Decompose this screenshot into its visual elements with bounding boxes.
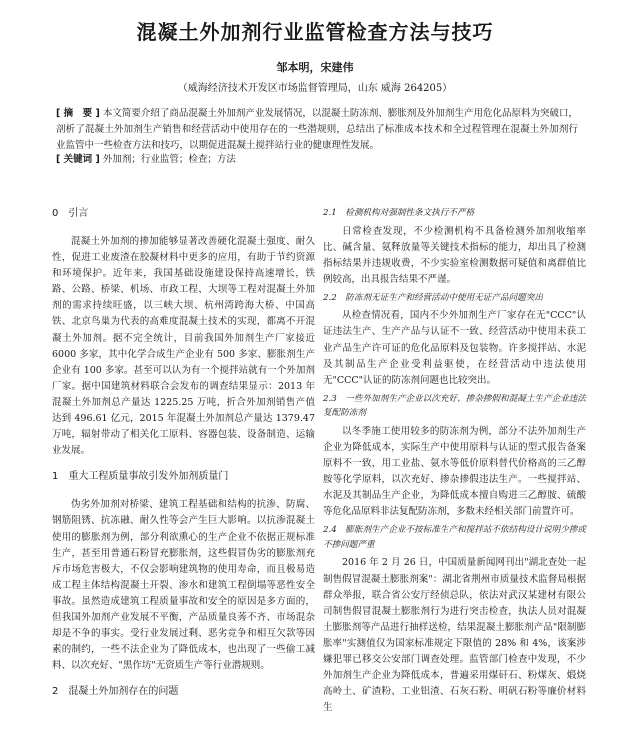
paper-affiliation: （威海经济技术开发区市场监督管理局，山东 威海 264205） (177, 83, 453, 94)
abstract-label: [ 摘 要 ] (56, 108, 100, 119)
abstract-text: 本文简要介绍了商品混凝土外加剂产业发展情况，以混凝土防冻剂、膨胀剂及外加剂生产用危化品原料为突破口，剖析了混凝土外加剂生产销售和经营活动中使用存在的一些潜规则，总结出了标准成本技术和全过程管理在混凝土外加剂行业监管中一些检查方法和技巧，以期促进混凝土搅拌站行业的健康理性发展。 (56, 108, 578, 151)
subsection-heading-2-3: 2.3 一些外加剂生产企业以次充好、掺杂掺假和混凝土生产企业违法复配防冻剂 (323, 393, 586, 419)
right-column (323, 206, 586, 719)
paragraph-2-4: 2016 年 2 月 26 日，中国质量新闻网刊出"湖北查处一起制售假冒混凝土膨胀剂案"：湖北省荆州市质量技术监督局根据群众举报，联合省公安厅经侦总队，依法对武汉某建材有限公司制售假冒混凝土膨胀剂行为进行突击检查，执法人员对混凝土膨胀剂等产品进行抽样送检，结果混凝土膨胀剂产品"限制膨胀率"实测值仅为国家标准规定下限值的 28% 和 4%，该案涉嫌犯罪已移交公安部门调查处理。监管部门检查中发现，不少外加剂生产企业为降低成本，普遍采用煤矸石、粉煤灰、煅烧高岭土、矿渣粉、工业铝渣、石灰石粉、明矾石粉等廉价材料生 (323, 557, 586, 714)
section-heading-1: 1 重大工程质量事故引发外加剂质量门 (52, 471, 229, 483)
left-column (52, 206, 315, 712)
paragraph-intro: 混凝土外加剂的掺加能够显著改善硬化混凝土强度、耐久性，促进工业废渣在胶凝材料中更多的应用，有助于节约资源和环境保护。近年来，我国基础设施建设保持高速增长，铁路、公路、桥梁、机场、市政工程、大坝等工程对混凝土外加剂的需求持续旺盛，以三峡大坝、杭州湾跨海大桥、中国高铁、北京鸟巢为代表的高难度混凝土技术的实现，都离不开混凝土外加剂。据不完全统计，目前我国外加剂生产厂家接近 6000 多家，其中化学合成生产企业有 500 多家、膨胀剂生产企业有 100 多家。甚至可以认为有一个搅拌站就有一个外加剂厂家。据中国建筑材料联合会发布的调查结果显示：2013 年混凝土外加剂总产量达 1225.25 万吨，折合外加剂销售产值达到 496.61 亿元，2015 年混凝土外加剂总产量达 1379.47 万吨，辐射带动了相关化工原料、容器包装、设备制造、运输业发展。 (52, 236, 315, 457)
paragraph-2-1: 日常检查发现，不少检测机构不具备检测外加剂收缩率比、碱含量、氨释放量等关键技术指标的能力，却出具了检测指标结果并违规收费，不少实验室检测数据可疑值和离群值比例较高，出具报告结果不严谨。 (323, 225, 586, 285)
paper-authors: 邹本明，宋建伟 (276, 61, 354, 74)
section-heading-2: 2 混凝土外加剂存在的问题 (52, 686, 179, 698)
keywords (56, 152, 578, 168)
abstract (56, 106, 578, 154)
paragraph-2-3: 以冬季施工使用较多的防冻剂为例，部分不法外加剂生产企业为降低成本，实际生产中使用原料与认证的型式报告备案原料不一致，用工业盐、氨水等低价原料替代价格高的三乙醇胺等化学原料，以次充好、掺杂掺假违法生产。一些搅拌站、水泥及其制品生产企业，为降低成本擅自购进三乙醇胺、硫酸等危化品原料非法复配防冻剂，多数未经相关部门前置许可。 (323, 425, 586, 518)
subsection-heading-2-4: 2.4 膨胀剂生产企业不按标准生产和搅拌站不依结构设计说明少掺或不掺问题严重 (323, 525, 586, 550)
subsection-heading-2-1: 2.1 检测机构对强制性条文执行不严格 (323, 208, 475, 218)
keywords-label: [ 关键词 ] (56, 154, 100, 165)
keywords-text: 外加剂；行业监管；检查；方法 (102, 154, 236, 165)
paragraph-section-1: 伪劣外加剂对桥梁、建筑工程基础和结构的抗渗、防腐、钢筋阻锈、抗冻融、耐久性等会产生巨大影响。以抗渗混凝土使用的膨胀剂为例，部分利欲熏心的生产企业不依据正规标准生产，甚至用普通石粉冒充膨胀剂，这些假冒伪劣的膨胀剂充斥市场危害极大，不仅会影响建筑物的使用寿命，而且极易造成工程主体结构混凝土开裂、渗水和建筑工程倒塌等恶性安全事故。虽然造成建筑工程质量事故和安全的原因是多方面的，但我国外加剂产业发展不平衡，产品质量良莠不齐、市场混杂却是不争的事实。受行业发展过剩、恶劣竞争和相互欠款等因素的制约，一些不法企业为了降低成本，也出现了一些偷工减料、以次充好、"黑作坊"无资质生产等行业潜规则。 (52, 499, 315, 672)
paragraph-2-2: 从检查情况看，国内不少外加剂生产厂家存在无"CCC"认证违法生产、生产产品与认证不一致、经营活动中使用未获工业产品生产许可证的危化品原料及包装物。许多搅拌站、水泥及其制品生产企业受利益驱使，在经营活动中违法使用无"CCC"认证的防冻剂问题也比较突出。 (323, 310, 586, 386)
subsection-heading-2-2: 2.2 防冻剂无证生产和经营活动中使用无证产品问题突出 (323, 292, 543, 303)
paper-title: 混凝土外加剂行业监管检查方法与技巧 (136, 20, 494, 44)
section-heading-intro: 0 引言 (52, 208, 89, 219)
